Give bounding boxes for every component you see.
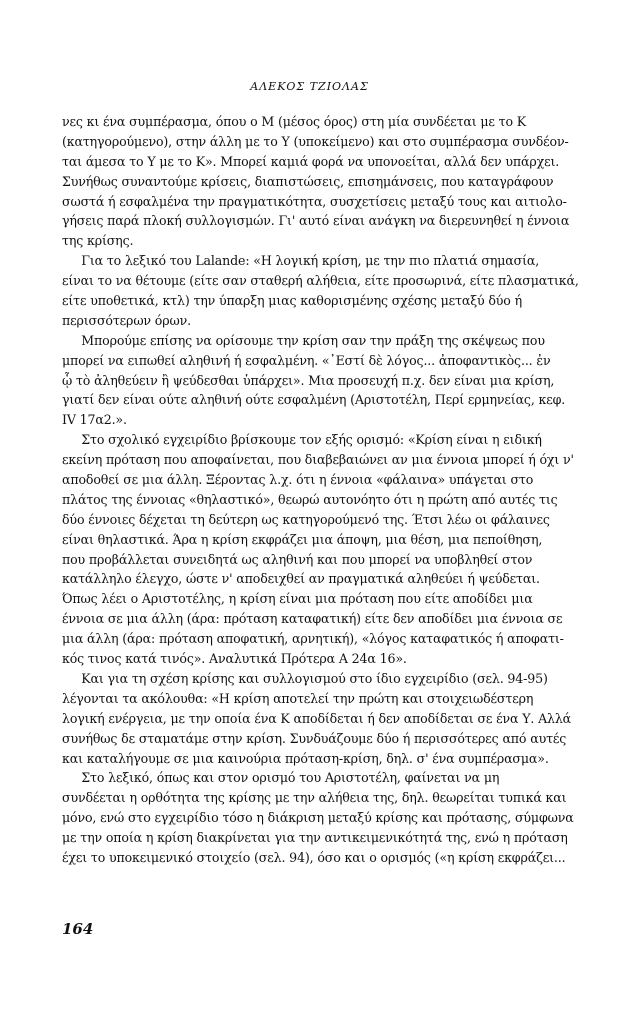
text-line: ται άμεσα το Υ με το Κ». Μπορεί καμιά φορά να υπονοείται, αλλά δεν υπάρχει. [62, 153, 560, 169]
text-line: και καταλήγουμε σε μια καινούρια πρόταση-κρίση, δηλ. σ' ένα συμπέρασμα». [62, 750, 549, 766]
text-line: συνήθως δε σταματάμε στην κρίση. Συνδυάζουμε δύο ή περισσότερες από αυτές [62, 730, 567, 746]
text-line: ᾧ τὸ ἀληθεύειν ἢ ψεύδεσθαι ὑπάρχει». Μια προσευχή π.χ. δεν είναι μια κρίση, [62, 372, 555, 388]
text-line: έννοια σε μια άλλη (άρα: πρόταση καταφατική) είτε δεν αποδίδει μια έννοια σε [62, 611, 563, 627]
text-line: κατάλληλο έλεγχο, ώστε ν' αποδειχθεί αν πραγματικά αληθεύει ή ψεύδεται. [62, 571, 540, 587]
text-line: της κρίσης. [62, 233, 134, 249]
text-line: νες κι ένα συμπέρασμα, όπου ο Μ (μέσος όρος) στη μία συνδέεται με το Κ [62, 114, 527, 129]
text-line: εκείνη πρόταση που αποφαίνεται, που διαβεβαιώνει αν μια έννοια μπορεί ή όχι ν' [62, 452, 574, 468]
text-line: λέγονται τα ακόλουθα: «Η κρίση αποτελεί την πρώτη και στοιχειωδέστερη [62, 690, 534, 706]
text-line: μπορεί να ειπωθεί αληθινή ή εσφαλμένη. «᾿Εστί δὲ λόγος... ἀποφαντικὸς... ἐν [62, 352, 551, 368]
text-line: σωστά ή εσφαλμένα την πραγματικότητα, συσχετίσεις μεταξύ τους και αιτιολο- [62, 193, 567, 209]
text-line: λογική ενέργεια, με την οποία ένα Κ αποδίδεται ή δεν αποδίδεται σε ένα Υ. Αλλά [62, 710, 572, 726]
text-line: γιατί δεν είναι ούτε αληθινή ούτε εσφαλμένη (Αριστοτέλη, Περί ερμηνείας, κεφ. [62, 392, 566, 408]
text-line: μια άλλη (άρα: πρόταση αποφατική, αρνητική), «λόγος καταφατικός ή αποφατι- [62, 631, 564, 647]
text-line: που προβάλλεται συνειδητά ως αληθινή και που μπορεί να υποβληθεί στον [62, 551, 533, 567]
text-line: γήσεις παρά πλοκή συλλογισμών. Γι' αυτό είναι ανάγκη να διερευνηθεί η έννοια [62, 213, 570, 229]
text-line: Και για τη σχέση κρίσης και συλλογισμού στο ίδιο εγχειρίδιο (σελ. 94-95) [62, 670, 548, 686]
text-line: με την οποία η κρίση διακρίνεται για την αντικειμενικότητά της, ενώ η πρόταση [62, 830, 568, 846]
text-line: αποδοθεί σε μια άλλη. Ξέροντας λ.χ. ότι η έννοια «φάλαινα» υπάγεται στο [62, 472, 534, 488]
text-line: συνδέεται η ορθότητα της κρίσης με την αλήθεια της, δηλ. θεωρείται τυπικά και [62, 790, 567, 806]
text-line: είναι το να θέτουμε (είτε σαν σταθερή αλήθεια, είτε προσωρινά, είτε πλασματικά, [62, 273, 579, 289]
text-line: έχει το υποκειμενικό στοιχείο (σελ. 94), όσο και ο ορισμός («η κρίση εκφράζει... [62, 849, 566, 865]
text-line: είτε υποθετικά, κτλ) την ύπαρξη μιας καθορισμένης σχέσης μεταξύ δύο ή [62, 293, 522, 309]
text-line: δύο έννοιες δέχεται τη δεύτερη ως κατηγορούμενό της. Έτσι λέω οι φάλαινες [62, 511, 550, 527]
text-line: (κατηγορούμενο), στην άλλη με το Υ (υποκείμενο) και στο συμπέρασμα συνδέον- [62, 133, 569, 149]
body-text [62, 112, 587, 868]
text-line: Για το λεξικό του Lalande: «Η λογική κρίση, με την πιο πλατιά σημασία, [62, 253, 540, 269]
text-line: Στο λεξικό, όπως και στον ορισμό του Αριστοτέλη, φαίνεται να μη [62, 770, 500, 786]
text-line: είναι θηλαστικά. Άρα η κρίση εκφράζει μια άποψη, μια θέση, μια πεποίθηση, [62, 531, 543, 547]
text-line: Όπως λέει ο Αριστοτέλης, η κρίση είναι μια πρόταση που είτε αποδίδει μια [62, 591, 533, 607]
text-line: Στο σχολικό εγχειρίδιο βρίσκουμε τον εξής ορισμό: «Κρίση είναι η ειδική [62, 432, 542, 448]
text-line: κός τινος κατά τινός». Αναλυτικά Πρότερα Α 24α 16». [62, 651, 407, 667]
text-line: IV 17α2.». [62, 412, 127, 428]
text-line: Συνήθως συναντούμε κρίσεις, διαπιστώσεις, επισημάνσεις, που καταγράφουν [62, 173, 554, 189]
running-header: ΑΛΕΚΟΣ ΤΖΙΟΛΑΣ [250, 80, 369, 93]
text-line: μόνο, ενώ στο εγχειρίδιο τόσο η διάκριση μεταξύ κρίσης και πρότασης, σύμφωνα [62, 810, 574, 826]
text-line: περισσότερων όρων. [62, 312, 191, 328]
page-number: 164 [62, 920, 94, 938]
text-line: πλάτος της έννοιας «θηλαστικό», θεωρώ αυτονόητο ότι η πρώτη από αυτές τις [62, 491, 558, 507]
text-line: Μπορούμε επίσης να ορίσουμε την κρίση σαν την πράξη της σκέψεως που [62, 332, 545, 348]
